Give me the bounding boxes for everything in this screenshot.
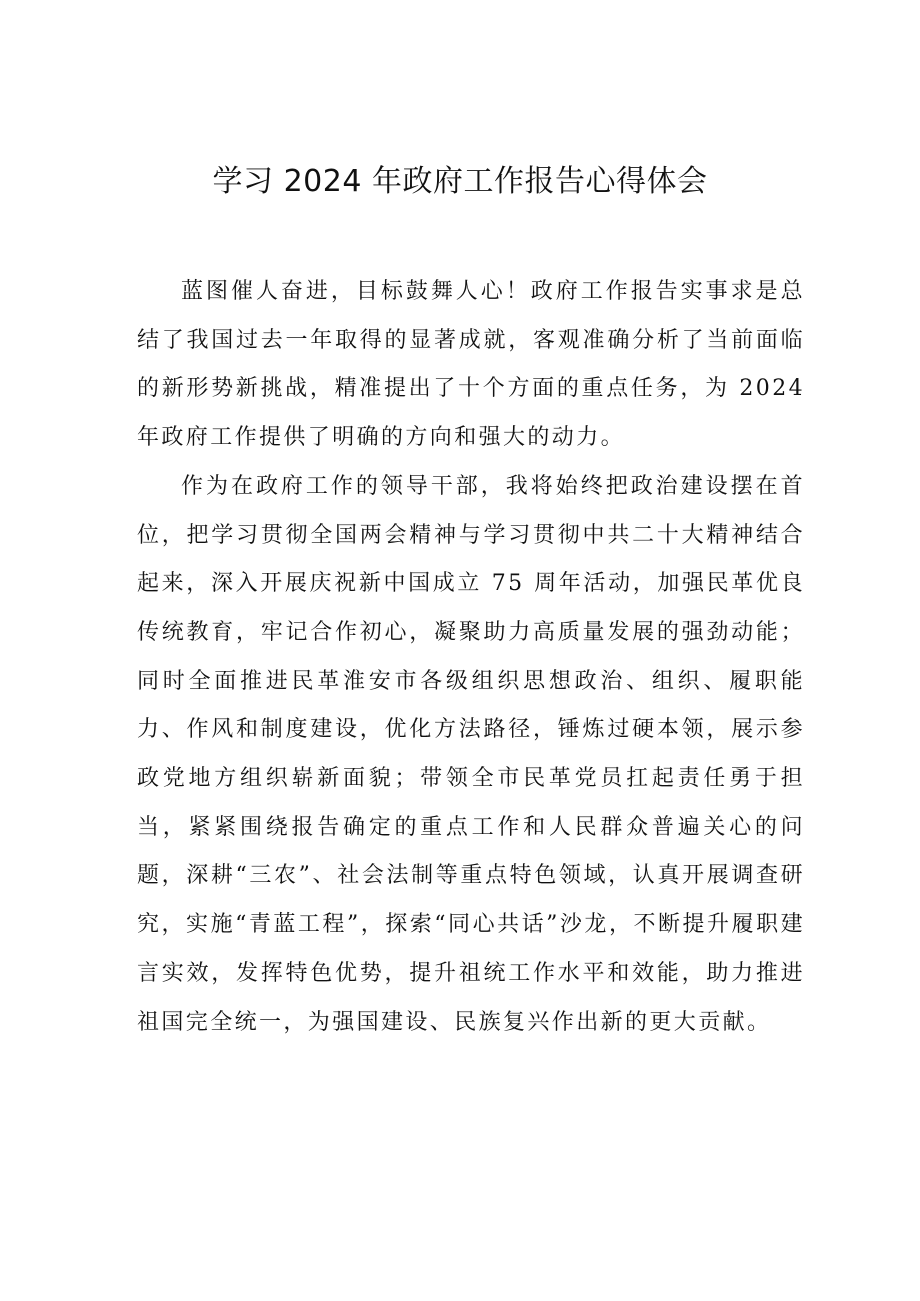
- document-title: 学习 2024 年政府工作报告心得体会: [212, 164, 708, 199]
- paragraph-1: 蓝图催人奋进，目标鼓舞人心！政府工作报告实事求是总结了我国过去一年取得的显著成就，客观准确分析了当前面临的新形势新挑战，精准提出了十个方面的重点任务，为 2024 年政府工作提供了明确的方向和强大的动力。: [137, 279, 805, 451]
- document-body: [137, 268, 805, 1047]
- paragraph-2: 作为在政府工作的领导干部，我将始终把政治建设摆在首位，把学习贯彻全国两会精神与学习贯彻中共二十大精神结合起来，深入开展庆祝新中国成立 75 周年活动，加强民革优良传统教育，牢记合作初心，凝聚助力高质量发展的强劲动能；同时全面推进民革淮安市各级组织思想政治、组织、履职能力、作风和制度建设，优化方法路径，锤炼过硬本领，展示参政党地方组织崭新面貌；带领全市民革党员扛起责任勇于担当，紧紧围绕报告确定的重点工作和人民群众普遍关心的问题，深耕“三农”、社会法制等重点特色领域，认真开展调查研究，实施“青蓝工程”，探索“同心共话”沙龙，不断提升履职建言实效，发挥特色优势，提升祖统工作水平和效能，助力推进祖国完全统一，为强国建设、民族复兴作出新的更大贡献。: [137, 473, 805, 1035]
